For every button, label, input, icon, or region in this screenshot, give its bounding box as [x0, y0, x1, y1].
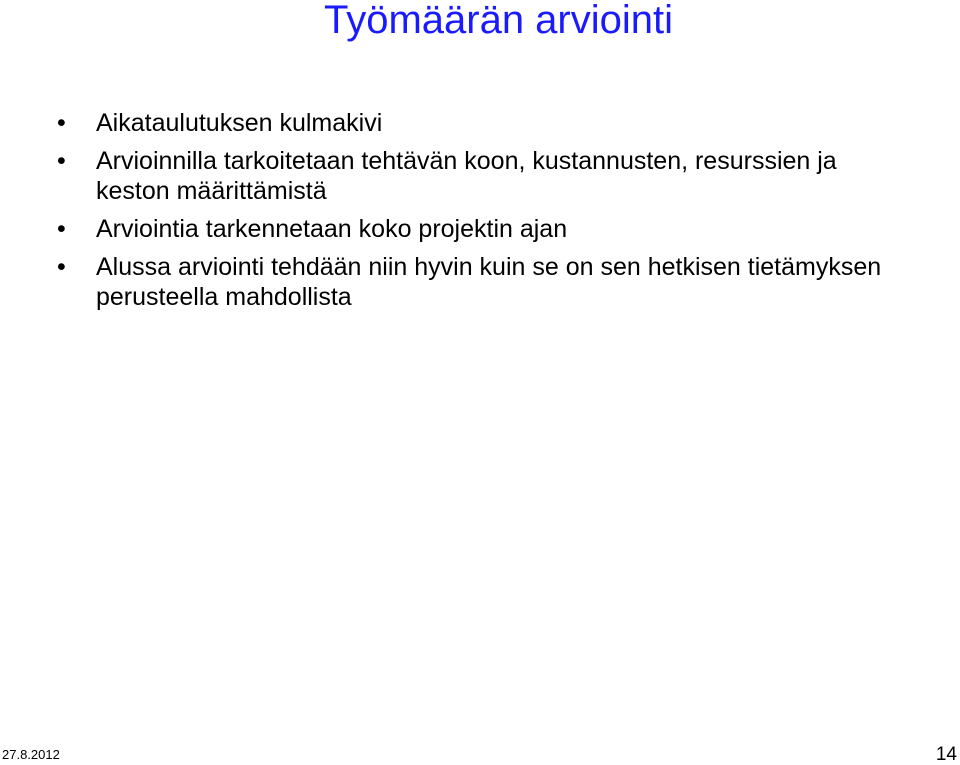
bullet-dot-icon: •	[57, 215, 66, 243]
bullet-text-1: Aikataulutuksen kulmakivi	[96, 109, 383, 137]
bullet-text-3: Arviointia tarkennetaan koko projektin ajan	[96, 215, 568, 243]
bullet-text-2: Arvioinnilla tarkoitetaan tehtävän koon, kustannusten, resurssien ja keston määrittämistä	[96, 147, 837, 205]
bullet-dot-icon: •	[57, 109, 66, 137]
bullet-text-4: Alussa arviointi tehdään niin hyvin kuin se on sen hetkisen tietämyksen perusteella mahdollista	[96, 253, 882, 311]
page-number: 14	[935, 744, 957, 765]
bullet-item-1	[0, 108, 916, 138]
bullet-item-3	[0, 214, 916, 244]
slide-title: Työmäärän arviointi	[323, 0, 674, 42]
bullet-dot-icon: •	[57, 147, 66, 175]
bullet-item-2	[0, 146, 916, 206]
bullet-item-4	[0, 252, 916, 312]
bullet-dot-icon: •	[57, 253, 66, 281]
bullet-list	[0, 108, 960, 320]
footer-date: 27.8.2012	[2, 747, 60, 762]
